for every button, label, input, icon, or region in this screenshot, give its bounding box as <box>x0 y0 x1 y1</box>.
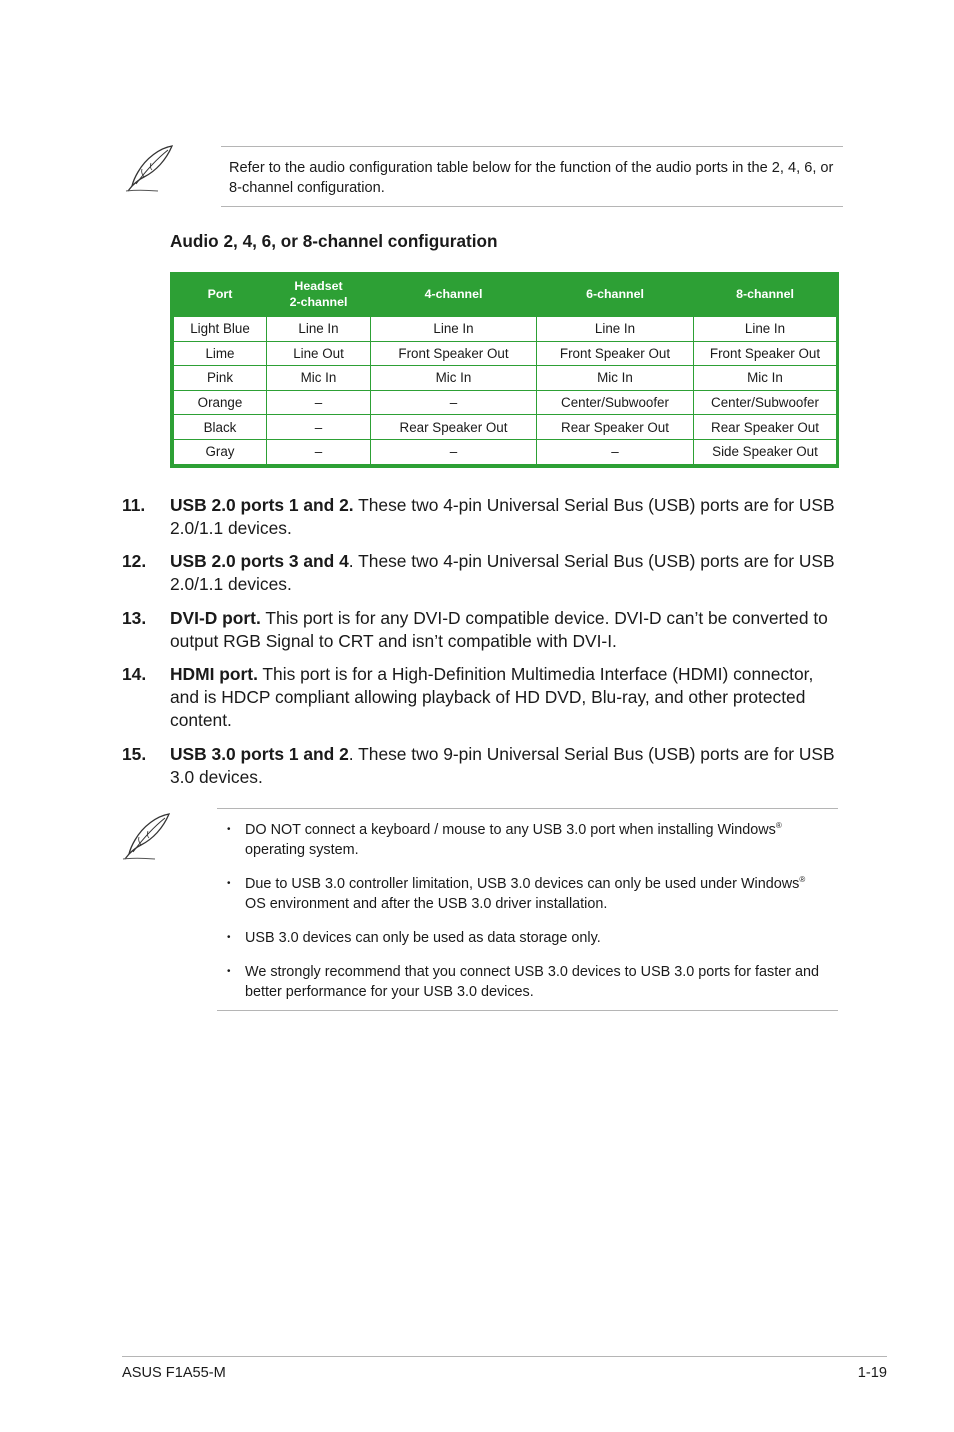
table-cell: Rear Speaker Out <box>371 415 537 440</box>
table-row <box>174 415 837 440</box>
table-cell: – <box>267 439 371 464</box>
note2-bottom-rule <box>217 1010 838 1011</box>
table-cell: Line Out <box>267 341 371 366</box>
header-2channel: 2-channel <box>289 295 348 309</box>
registered-mark: ® <box>799 875 806 885</box>
table-cell: Mic In <box>537 366 694 391</box>
item-body <box>170 663 838 732</box>
table-row <box>174 366 837 391</box>
item-text: . These two 4-pin Universal Serial Bus (USB) ports are for USB 2.0/1.1 devices. <box>170 551 835 594</box>
bullet-text <box>245 874 837 914</box>
table-cell: Line In <box>694 317 837 342</box>
table-cell: Rear Speaker Out <box>537 415 694 440</box>
table-cell: Line In <box>537 317 694 342</box>
table-cell: Rear Speaker Out <box>694 415 837 440</box>
table-cell: Center/Subwoofer <box>694 390 837 415</box>
item-lead: USB 2.0 ports 1 and 2. <box>170 495 354 515</box>
section-title: Audio 2, 4, 6, or 8-channel configuration <box>170 231 498 251</box>
table-cell: Pink <box>174 366 267 391</box>
table-cell: Front Speaker Out <box>537 341 694 366</box>
feather-pen-icon <box>124 144 176 194</box>
table-cell: Line In <box>371 317 537 342</box>
header-headset: Headset <box>294 279 343 293</box>
table-cell: Light Blue <box>174 317 267 342</box>
item-text: This port is for a High-Definition Multimedia Interface (HDMI) connector, and is HDCP compliant allowing playback of HD DVD, Blu-ray, and other protected content. <box>170 664 814 730</box>
item-text: . These two 9-pin Universal Serial Bus (USB) ports are for USB 3.0 devices. <box>170 744 835 787</box>
table-header-row <box>174 272 837 317</box>
table-cell: – <box>537 439 694 464</box>
bullet-dot: • <box>227 878 231 889</box>
table-cell: Orange <box>174 390 267 415</box>
bullet-text <box>245 820 837 860</box>
bullet-text-part: Due to USB 3.0 controller limitation, USB 3.0 devices can only be used under Windows <box>245 876 800 892</box>
table-row <box>174 439 837 464</box>
table-cell: Gray <box>174 439 267 464</box>
item-lead: DVI-D port. <box>170 608 261 628</box>
table-row <box>174 390 837 415</box>
header-8channel: 8-channel <box>694 272 837 317</box>
registered-mark: ® <box>775 821 782 831</box>
table-cell: Mic In <box>694 366 837 391</box>
item-number: 13. <box>122 608 147 628</box>
item-text: This port is for any DVI-D compatible device. DVI-D can’t be converted to output RGB Signal to CRT and isn’t compatible with DVI-I. <box>170 608 828 651</box>
bullet-dot: • <box>227 966 231 977</box>
bullet-text-part: OS environment and after the USB 3.0 driver installation. <box>245 896 608 912</box>
bullet-text-part: operating system. <box>245 842 359 858</box>
footer-rule <box>122 1356 887 1357</box>
item-lead: USB 3.0 ports 1 and 2 <box>170 744 349 764</box>
table-cell: – <box>267 390 371 415</box>
bullet-dot: • <box>227 824 231 835</box>
item-body <box>170 743 838 789</box>
footer-product-name: ASUS F1A55-M <box>122 1365 226 1381</box>
table-cell: Mic In <box>267 366 371 391</box>
table-cell: Line In <box>267 317 371 342</box>
table-cell: Center/Subwoofer <box>537 390 694 415</box>
item-lead: HDMI port. <box>170 664 258 684</box>
bullet-text: We strongly recommend that you connect USB 3.0 devices to USB 3.0 ports for faster and better performance for your USB 3.0 devices. <box>245 964 820 1000</box>
item-body <box>170 494 838 540</box>
note1-bottom-rule <box>221 206 843 207</box>
item-number: 11. <box>122 495 146 515</box>
note1-text: Refer to the audio configuration table below for the function of the audio ports in the 2, 4, 6, or 8-channel configuration. <box>229 160 834 196</box>
bullet-dot: • <box>227 932 231 943</box>
table-cell: Black <box>174 415 267 440</box>
header-headset-2channel <box>267 272 371 317</box>
table-cell: – <box>371 390 537 415</box>
table-cell: – <box>267 415 371 440</box>
table-row <box>174 341 837 366</box>
note2-top-rule <box>217 808 838 809</box>
table-cell: Mic In <box>371 366 537 391</box>
item-text: These two 4-pin Universal Serial Bus (USB) ports are for USB 2.0/1.1 devices. <box>170 495 835 538</box>
bullet-text-part: DO NOT connect a keyboard / mouse to any USB 3.0 port when installing Windows <box>245 822 776 838</box>
header-4channel: 4-channel <box>371 272 537 317</box>
item-lead: USB 2.0 ports 3 and 4 <box>170 551 349 571</box>
table-cell: Front Speaker Out <box>694 341 837 366</box>
item-number: 15. <box>122 744 147 764</box>
footer-page-number: 1-19 <box>857 1365 887 1381</box>
header-port: Port <box>174 272 267 317</box>
bullet-text: USB 3.0 devices can only be used as data storage only. <box>245 930 601 946</box>
table-row <box>174 317 837 342</box>
table-cell: Front Speaker Out <box>371 341 537 366</box>
note1-top-rule <box>221 146 843 147</box>
item-number: 12. <box>122 551 147 571</box>
feather-pen-icon <box>121 812 173 862</box>
item-number: 14. <box>122 664 147 684</box>
item-body <box>170 550 838 596</box>
audio-config-table <box>170 272 839 468</box>
item-body <box>170 607 838 653</box>
table-cell: Side Speaker Out <box>694 439 837 464</box>
table-cell: – <box>371 439 537 464</box>
table-cell: Lime <box>174 341 267 366</box>
header-6channel: 6-channel <box>537 272 694 317</box>
